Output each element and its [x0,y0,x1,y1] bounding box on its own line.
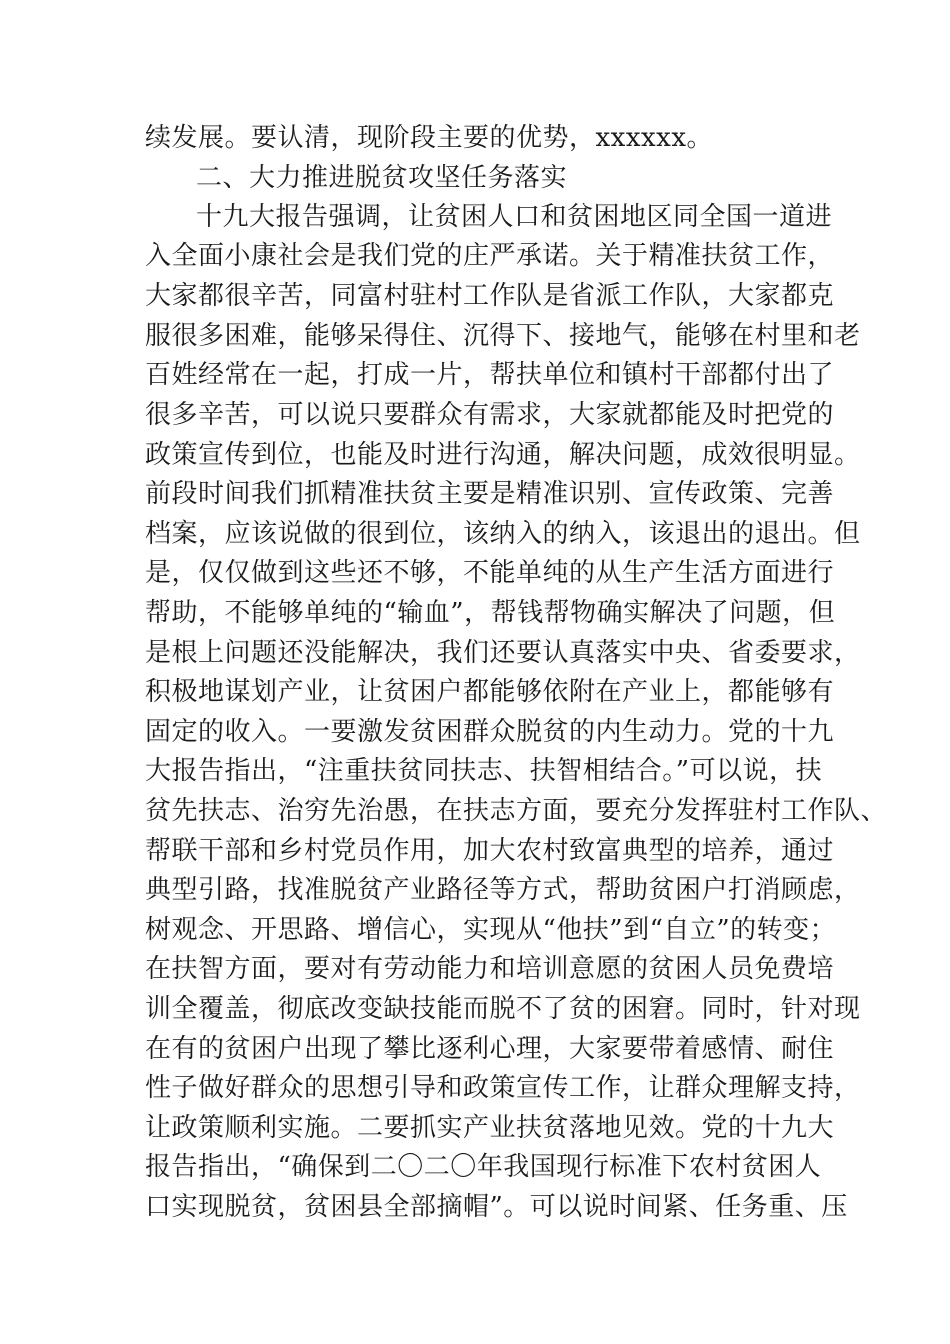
text-line: 积极地谋划产业，让贫困户都能够依附在产业上，都能够有 [145,677,835,707]
text-line: 固定的收入。一要激发贫困群众脱贫的内生动力。党的十九 [145,717,835,747]
text-line: 十九大报告强调，让贫困人口和贫困地区同全国一道进 [196,202,833,232]
text-line: 典型引路，找准脱贫产业路径等方式，帮助贫困户打消顾虑， [145,875,861,905]
text-line: 服很多困难，能够呆得住、沉得下、接地气，能够在村里和老 [145,321,861,351]
text-line: 在扶智方面，要对有劳动能力和培训意愿的贫困人员免费培 [145,954,835,984]
text-line: 百姓经常在一起，打成一片，帮扶单位和镇村干部都付出了 [145,360,835,390]
text-line: 性子做好群众的思想引导和政策宣传工作，让群众理解支持， [145,1073,861,1103]
text-line: 档案，应该说做的很到位，该纳入的纳入，该退出的退出。但 [145,519,861,549]
text-line: 很多辛苦，可以说只要群众有需求，大家就都能及时把党的 [145,400,835,430]
section-heading: 二、大力推进脱贫攻坚任务落实 [196,163,568,193]
text-line: 续发展。要认清，现阶段主要的优势，xxxxxx。 [145,123,713,153]
text-line: 是根上问题还没能解决，我们还要认真落实中央、省委要求， [145,638,861,668]
text-line: 报告指出，“确保到二〇二〇年我国现行标准下农村贫困人 [145,1152,822,1182]
text-line: 是，仅仅做到这些还不够，不能单纯的从生产生活方面进行 [145,558,835,588]
text-line: 前段时间我们抓精准扶贫主要是精准识别、宣传政策、完善 [145,479,835,509]
text-line: 树观念、开思路、增信心，实现从“他扶”到“自立”的转变； [145,915,837,945]
text-line: 大家都很辛苦，同富村驻村工作队是省派工作队，大家都克 [145,281,835,311]
text-line: 大报告指出，“注重扶贫同扶志、扶智相结合。”可以说，扶 [145,756,823,786]
text-line: 训全覆盖，彻底改变缺技能而脱不了贫的困窘。同时，针对现 [145,994,861,1024]
text-line: 口实现脱贫，贫困县全部摘帽”。可以说时间紧、任务重、压 [145,1192,848,1222]
text-line: 在有的贫困户出现了攀比逐利心理，大家要带着感情、耐住 [145,1034,835,1064]
text-line: 入全面小康社会是我们党的庄严承诺。关于精准扶贫工作， [145,241,835,271]
text-line: 帮联干部和乡村党员作用，加大农村致富典型的培养，通过 [145,836,835,866]
text-line: 政策宣传到位，也能及时进行沟通，解决问题，成效很明显。 [145,440,861,470]
text-line: 帮助，不能够单纯的“输血”，帮钱帮物确实解决了问题，但 [145,598,836,628]
text-line: 贫先扶志、治穷先治愚，在扶志方面，要充分发挥驻村工作队、 [145,796,888,826]
text-line: 让政策顺利实施。二要抓实产业扶贫落地见效。党的十九大 [145,1113,835,1143]
